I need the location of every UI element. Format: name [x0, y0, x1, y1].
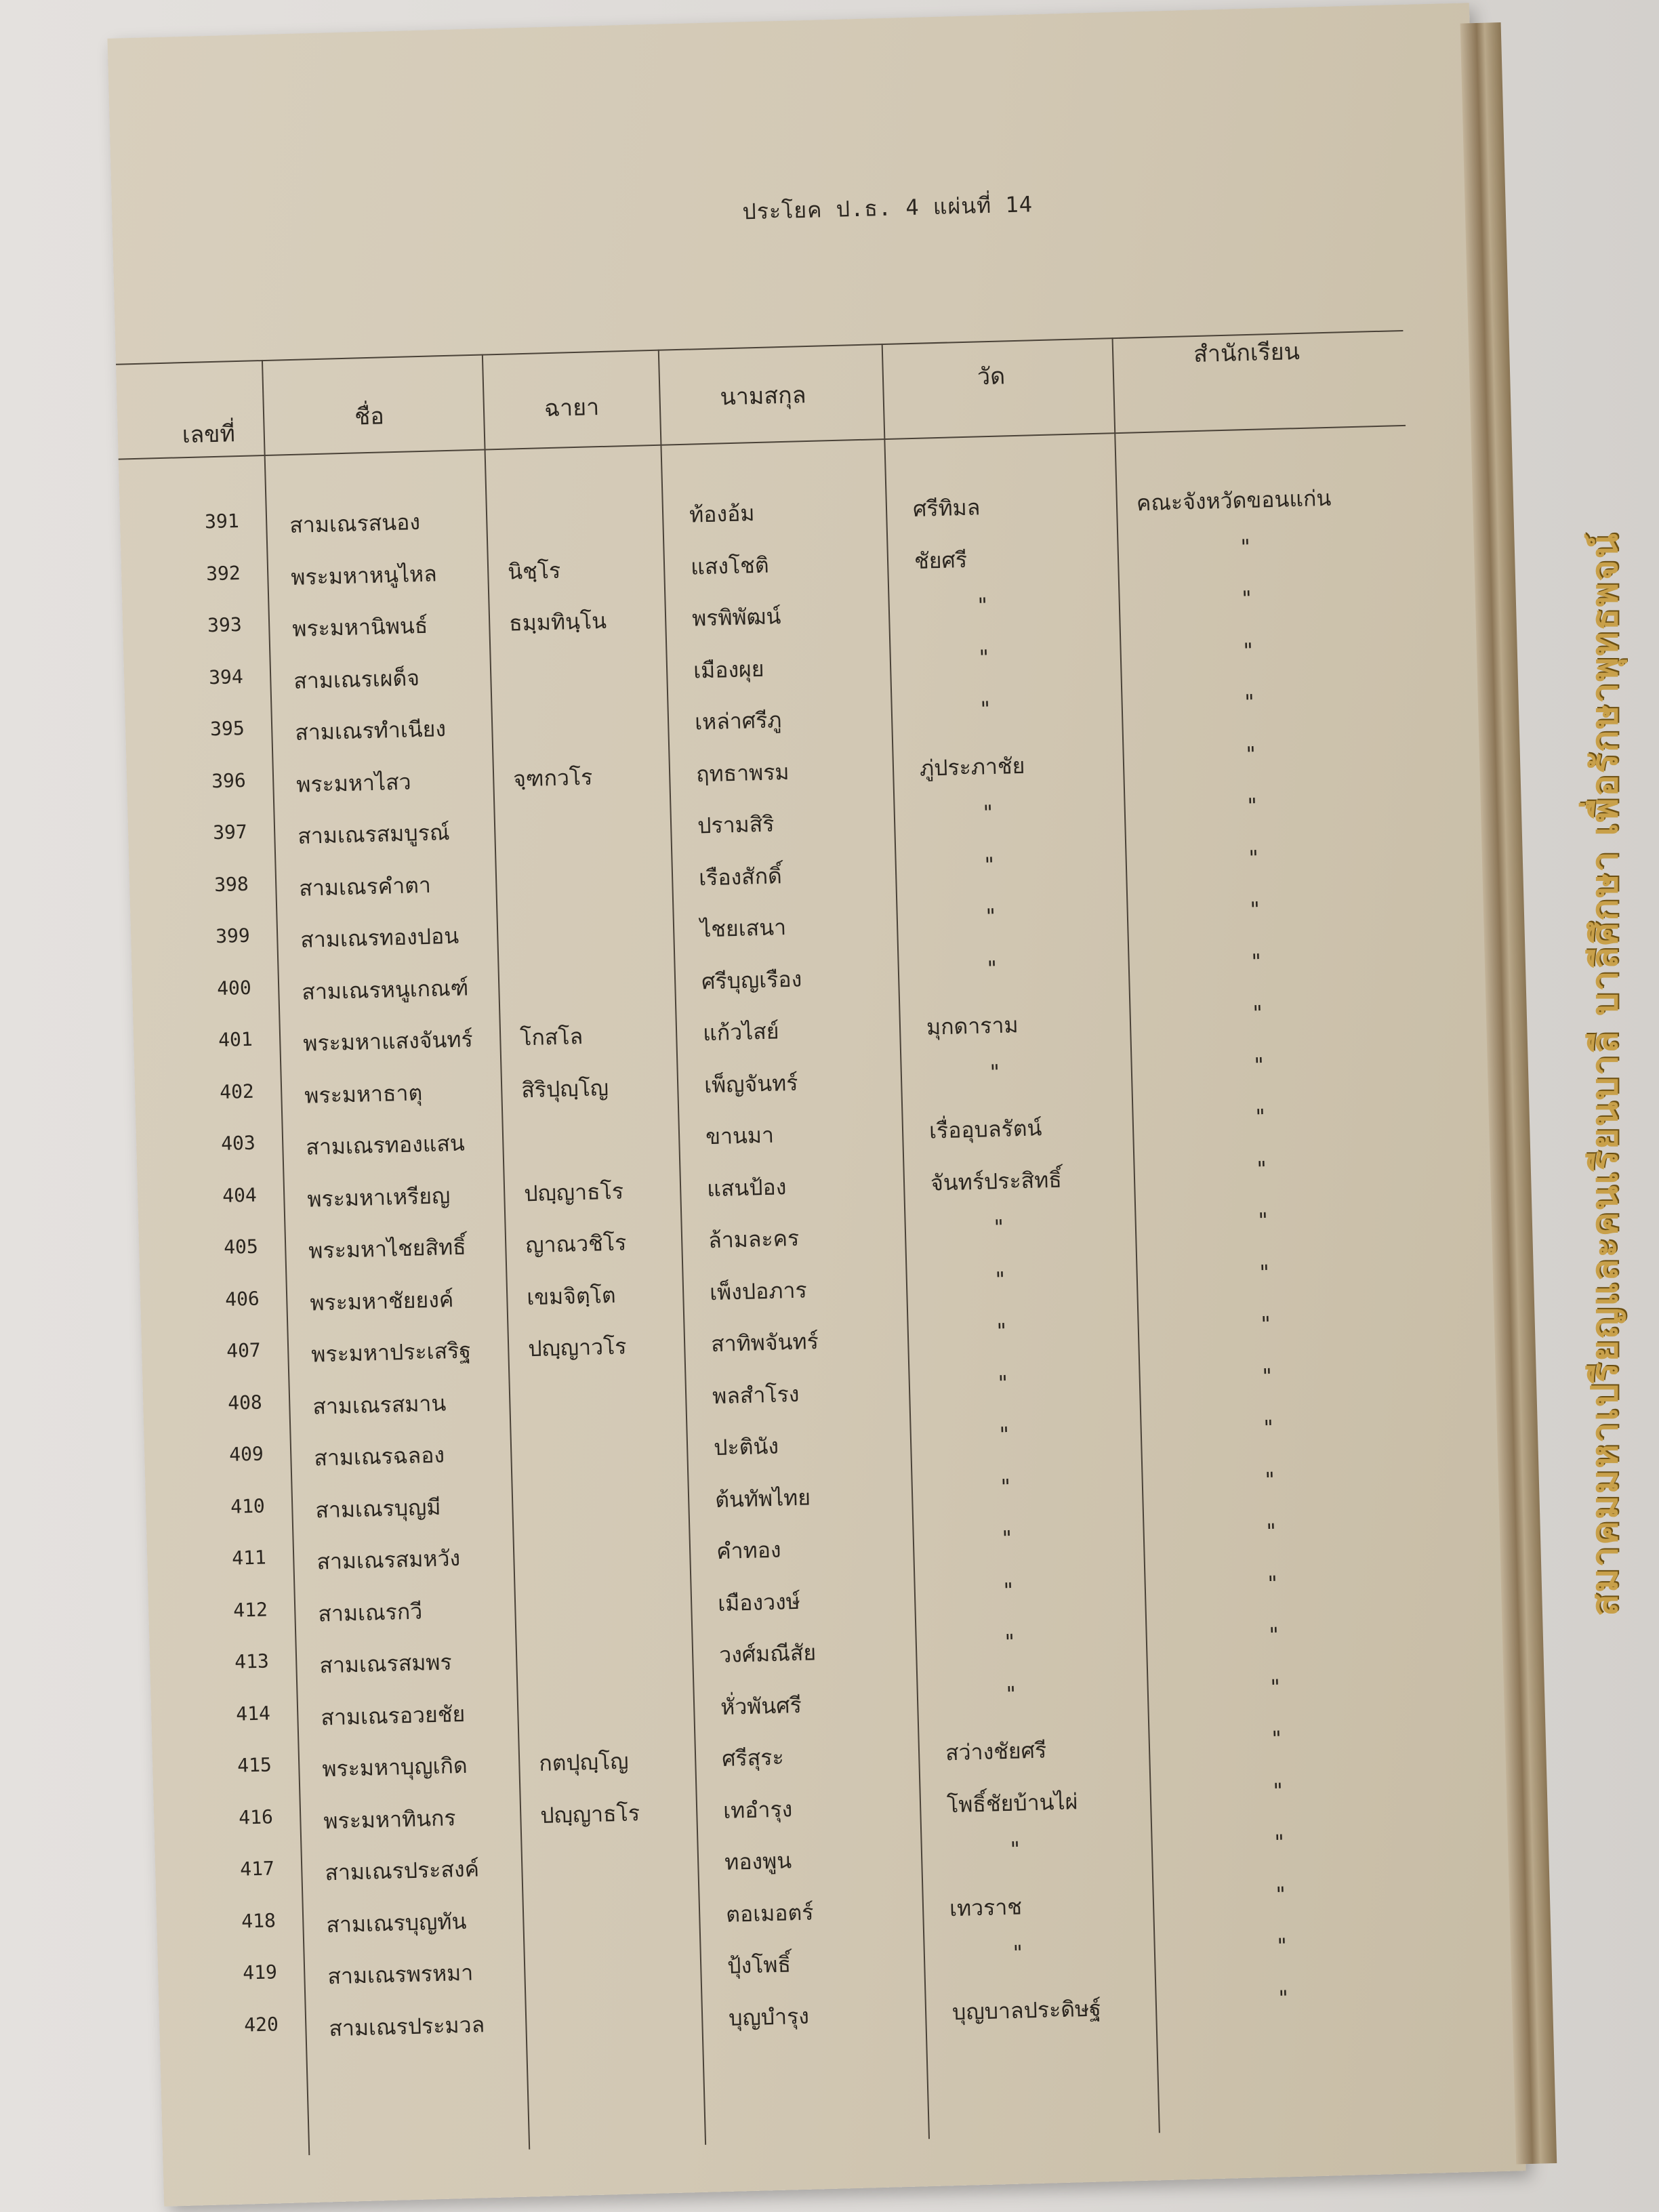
row-name: สามเณรสมบูรณ์	[297, 819, 451, 849]
row-number: 403	[220, 1131, 256, 1155]
row-wat-ditto: "	[995, 1319, 1008, 1344]
watermark-text: สมาคมมหาเปรียญและคนเรียนบาลี บาลีศึกษา เพื่อรักษาพุทธพจน์	[1583, 532, 1626, 1616]
row-number: 416	[238, 1805, 274, 1829]
row-name: พระมหาชัยยงค์	[309, 1286, 454, 1316]
row-number: 405	[223, 1235, 259, 1258]
row-number: 412	[232, 1597, 268, 1622]
row-school-ditto: "	[1239, 535, 1252, 559]
row-number: 415	[237, 1753, 272, 1777]
row-name: พระมหาทินกร	[323, 1804, 457, 1834]
row-alias: ปญฺญาวโร	[527, 1333, 627, 1362]
row-school-ditto: "	[1255, 1157, 1269, 1181]
row-name: สามเณรทองปอน	[300, 922, 459, 953]
page-title: ประโยค ป.ธ. 4 แผ่นที่ 14	[741, 191, 1033, 225]
row-surname: ต้นทัพไทย	[714, 1483, 811, 1513]
row-alias: สิริปุญฺโญ	[520, 1074, 609, 1103]
row-name: พระมหาไสว	[295, 769, 412, 798]
row-name: สามเณรหนูเกณฑ์	[301, 974, 469, 1005]
row-alias: ธมฺมทินฺโน	[508, 607, 607, 636]
row-school-ditto: "	[1243, 690, 1256, 715]
row-school-ditto: "	[1258, 1261, 1271, 1285]
row-surname: ตอเมอตร์	[725, 1899, 814, 1927]
row-number: 413	[234, 1650, 270, 1673]
row-school-ditto: "	[1263, 1467, 1277, 1492]
row-wat-ditto: "	[998, 1422, 1011, 1448]
row-wat-ditto: "	[988, 1060, 1002, 1084]
row-name: พระมหาหนูไหล	[290, 560, 438, 590]
row-school-ditto: "	[1277, 1986, 1290, 2011]
row-surname: แสงโชติ	[690, 552, 770, 580]
row-surname: ล้ามละคร	[708, 1225, 800, 1254]
row-school-ditto: "	[1247, 846, 1261, 870]
row-name: สามเณรทองแสน	[305, 1130, 466, 1160]
row-surname: เมืองวงษ์	[717, 1588, 801, 1616]
row-surname: ศรีสุระ	[721, 1744, 785, 1771]
row-surname: เมืองผุย	[693, 655, 764, 684]
row-surname: พลสำโรง	[712, 1380, 800, 1409]
row-number: 409	[228, 1442, 264, 1466]
row-school-ditto: "	[1252, 1053, 1266, 1078]
row-wat: มุกดาราม	[926, 1012, 1019, 1040]
row-alias: ปญฺญาธโร	[539, 1799, 640, 1828]
row-name: พระมหาไชยสิทธิ์	[308, 1233, 467, 1264]
row-surname: เพ็ญจันทร์	[703, 1069, 798, 1098]
row-alias: เขมจิตฺโต	[526, 1282, 617, 1310]
row-name: สามเณรเผด็จ	[293, 664, 420, 694]
row-wat: จันทร์ประสิทธิ์	[930, 1166, 1063, 1196]
row-number: 408	[227, 1391, 263, 1414]
row-surname: วงศ์มณีสัย	[718, 1639, 817, 1668]
row-number: 414	[235, 1701, 271, 1725]
row-wat-ditto: "	[976, 594, 989, 618]
row-surname: ขานมา	[705, 1122, 775, 1150]
row-number: 402	[219, 1080, 255, 1103]
row-name: สามเณรสมหวัง	[316, 1545, 461, 1575]
row-number: 393	[207, 613, 243, 637]
row-number: 411	[231, 1546, 267, 1570]
row-name: สามเณรประสงค์	[324, 1856, 480, 1886]
row-school-ditto: "	[1242, 638, 1255, 663]
row-number: 400	[216, 976, 252, 1000]
row-name: สามเณรฉลอง	[313, 1441, 445, 1471]
row-number: 407	[226, 1338, 262, 1362]
row-wat-ditto: "	[977, 645, 991, 670]
row-name: สามเณรประมวล	[328, 2011, 485, 2041]
row-school-ditto: "	[1270, 1727, 1284, 1751]
row-name: สามเณรสมาน	[312, 1389, 447, 1420]
row-school-ditto: "	[1262, 1416, 1275, 1440]
row-name: พระมหาประเสริฐ	[310, 1337, 472, 1368]
row-number: 392	[205, 561, 241, 585]
row-name: สามเณรพรหมา	[327, 1959, 474, 1990]
row-wat: โพธิ์ชัยบ้านไผ่	[946, 1788, 1078, 1818]
row-alias: โกสโล	[519, 1023, 583, 1051]
row-alias: นิชฺโร	[507, 557, 561, 585]
header-num: เลขที่	[182, 420, 236, 449]
row-surname: หั่วพันศรี	[720, 1692, 802, 1720]
row-school-ditto: "	[1250, 949, 1263, 974]
row-school-ditto: "	[1251, 1001, 1265, 1026]
row-surname: พรพิพัฒน์	[691, 603, 781, 632]
row-number: 395	[209, 716, 245, 741]
header-school: สำนักเรียน	[1193, 337, 1300, 369]
row-name: พระมหาบุญเกิด	[321, 1752, 468, 1782]
row-wat-ditto: "	[983, 853, 996, 877]
row-wat-ditto: "	[1000, 1526, 1014, 1551]
row-name: สามเณรสมพร	[319, 1649, 453, 1679]
header-surname: นามสกุล	[720, 382, 807, 411]
row-surname: ท้องอ้ม	[689, 500, 755, 528]
row-number: 394	[208, 665, 244, 689]
row-number: 419	[242, 1961, 278, 1984]
row-name: พระมหาธาตุ	[304, 1079, 423, 1109]
row-surname: ทองพูน	[724, 1847, 792, 1875]
document-page	[107, 3, 1525, 2207]
row-wat-ditto: "	[999, 1475, 1012, 1499]
row-surname: ปรามสิริ	[697, 811, 775, 839]
row-name: พระมหาเหรียญ	[306, 1182, 451, 1212]
row-school-ditto: "	[1269, 1675, 1282, 1700]
row-surname: ฤทธาพรม	[695, 758, 790, 787]
row-school-ditto: "	[1261, 1364, 1274, 1389]
row-wat: บุญบาลประดิษฐ์	[951, 1994, 1102, 2025]
row-wat-ditto: "	[1011, 1941, 1025, 1965]
row-school-ditto: "	[1266, 1571, 1279, 1596]
header-alias: ฉายา	[544, 394, 600, 423]
row-school-ditto: "	[1246, 794, 1259, 819]
row-school-ditto: "	[1254, 1105, 1267, 1130]
row-surname: แก้วไสย์	[702, 1018, 779, 1046]
row-school-ditto: "	[1274, 1882, 1288, 1907]
row-surname: เรืองสักดิ์	[698, 862, 783, 890]
row-alias: กตปุญฺโญ	[538, 1748, 629, 1777]
table-header-rule	[119, 425, 1406, 460]
row-school-ditto: "	[1267, 1623, 1281, 1647]
row-name: สามเณรกวี	[317, 1597, 423, 1627]
row-wat-ditto: "	[992, 1215, 1006, 1240]
row-school-ditto: "	[1273, 1830, 1286, 1855]
row-wat: ศรีทิมล	[912, 494, 981, 522]
row-school-ditto: "	[1256, 1208, 1270, 1233]
row-number: 396	[211, 769, 247, 792]
row-wat-ditto: "	[1002, 1578, 1015, 1603]
row-surname: สาทิพจันทร์	[710, 1328, 819, 1357]
row-school-ditto: "	[1265, 1519, 1278, 1544]
row-number: 391	[204, 510, 240, 533]
row-surname: ปะตินัง	[713, 1433, 779, 1461]
row-school-ditto: "	[1240, 586, 1254, 611]
row-surname: แสนป้อง	[706, 1173, 787, 1202]
row-wat-ditto: "	[1004, 1682, 1018, 1706]
row-surname: ไชยเสนา	[699, 914, 787, 943]
row-number: 399	[215, 924, 251, 948]
row-school-ditto: "	[1244, 742, 1258, 766]
row-surname: คำทอง	[716, 1536, 781, 1565]
row-name: สามเณรคำตา	[298, 872, 432, 901]
row-surname: เทอำรุง	[722, 1795, 793, 1824]
row-wat-ditto: "	[996, 1371, 1010, 1395]
row-number: 417	[239, 1857, 275, 1881]
row-surname: ศรีบุญเรือง	[701, 966, 802, 994]
row-surname: เพ็งปอภาร	[709, 1276, 808, 1305]
row-wat-ditto: "	[981, 801, 995, 825]
row-wat-ditto: "	[984, 904, 998, 929]
row-alias: ญาณวชิโร	[525, 1229, 627, 1258]
row-name: สามเณรบุญมี	[314, 1494, 441, 1523]
row-wat: สว่างชัยศรี	[945, 1737, 1047, 1766]
row-name: สามเณรทำเนียง	[294, 716, 447, 745]
header-wat: วัด	[977, 363, 1006, 391]
row-wat: เทวราช	[949, 1893, 1023, 1921]
row-school-ditto: "	[1248, 897, 1262, 922]
row-wat-ditto: "	[985, 956, 999, 981]
row-number: 401	[218, 1027, 253, 1052]
row-name: สามเณรสนอง	[289, 509, 421, 539]
row-name: สามเณรบุญทัน	[325, 1908, 467, 1938]
row-wat: ภู่ประภาชัย	[919, 752, 1025, 781]
row-surname: ปุ้งโพธิ์	[726, 1951, 792, 1979]
row-number: 398	[213, 872, 249, 896]
row-alias: จฺฑกวโร	[512, 763, 593, 792]
row-school-ditto: "	[1271, 1778, 1285, 1803]
row-wat-ditto: "	[1003, 1630, 1017, 1655]
row-surname: เหล่าศรีภู	[694, 707, 782, 735]
header-name: ชื่อ	[354, 403, 385, 431]
row-wat: เรื่ออุบลรัตน์	[928, 1115, 1042, 1144]
row-name: พระมหานิพนธ์	[291, 612, 428, 642]
row-school-ditto: "	[1259, 1312, 1273, 1336]
row-name: พระมหาแสงจันทร์	[302, 1026, 474, 1057]
row-wat-ditto: "	[979, 697, 992, 722]
row-wat-ditto: "	[1008, 1837, 1022, 1862]
row-number: 397	[212, 820, 248, 844]
row-surname: บุญบำรุง	[728, 2003, 810, 2031]
row-wat: ชัยศรี	[914, 546, 968, 574]
row-number: 406	[224, 1287, 260, 1311]
row-name: สามเณรอวยชัย	[320, 1700, 466, 1730]
row-number: 404	[222, 1183, 258, 1207]
row-school-ditto: "	[1275, 1934, 1289, 1959]
row-number: 410	[230, 1494, 266, 1518]
row-number: 420	[243, 2012, 279, 2036]
row-alias: ปญฺญาธโร	[523, 1178, 624, 1206]
row-school: คณะจังหวัดขอนแก่น	[1136, 485, 1332, 516]
row-wat-ditto: "	[994, 1267, 1007, 1292]
row-number: 418	[241, 1908, 276, 1933]
